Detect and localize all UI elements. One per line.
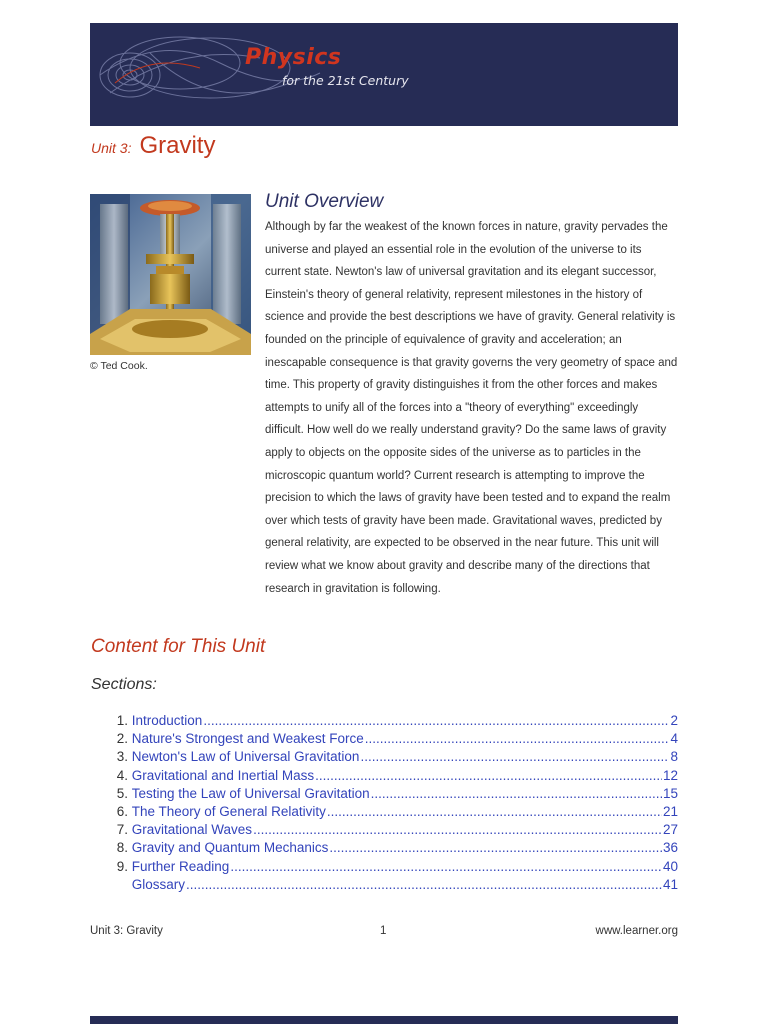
toc-leader	[203, 713, 669, 728]
toc-page[interactable]: 27	[662, 822, 678, 838]
toc-leader	[371, 786, 662, 801]
unit-prefix: Unit 3:	[91, 140, 132, 156]
toc-link[interactable]: Glossary	[131, 876, 186, 892]
toc-item[interactable]	[100, 713, 678, 731]
toc-number: 4.	[116, 767, 128, 783]
apparatus-photo	[90, 194, 251, 355]
toc-page[interactable]: 40	[662, 858, 678, 874]
toc-page[interactable]: 21	[662, 803, 678, 819]
table-of-contents	[100, 713, 678, 895]
toc-page[interactable]: 2	[670, 713, 678, 728]
content-heading: Content for This Unit	[91, 636, 266, 657]
toc-number: 1.	[116, 713, 128, 728]
toc-item[interactable]	[100, 786, 678, 804]
toc-item[interactable]	[100, 804, 678, 822]
toc-item[interactable]	[100, 840, 678, 858]
unit-name: Gravity	[139, 132, 216, 159]
toc-leader	[253, 822, 662, 837]
photo-credit: © Ted Cook.	[90, 360, 148, 372]
toc-link[interactable]: Testing the Law of Universal Gravitation	[131, 785, 370, 801]
toc-number: 6.	[116, 803, 128, 819]
toc-item[interactable]	[100, 731, 678, 749]
toc-item[interactable]	[100, 877, 678, 895]
toc-number: 2.	[116, 731, 128, 747]
toc-item[interactable]	[100, 768, 678, 786]
footer-url[interactable]: www.learner.org	[595, 925, 678, 937]
toc-number: 8.	[116, 840, 128, 856]
toc-page[interactable]: 12	[662, 767, 678, 783]
unit-title	[91, 132, 215, 160]
logo-title: Physics	[245, 45, 342, 70]
overview-heading: Unit Overview	[265, 191, 384, 212]
toc-number: 5.	[116, 785, 128, 801]
toc-page[interactable]: 41	[662, 876, 678, 892]
toc-leader	[315, 768, 662, 783]
sections-heading: Sections:	[91, 676, 157, 693]
header-banner	[90, 23, 678, 126]
toc-leader	[329, 840, 662, 855]
overview-paragraph: Although by far the weakest of the known forces in nature, gravity pervades the universe and played an essential role in the evolution of the universe to its current state. Newton's law of universal gravitation and its elegant successor, Einstein's theory of general relativity, represent milestones in the history of science and provide the best descriptions we have of gravity. General relativity is founded on the principle of equivalence of gravity and acceleration; an inescapable consequence is that gravity governs the very geometry of space and time. This property of gravity distinguishes it from the other forces and makes attempts to unify all of the forces into a "theory of everything" exceedingly difficult. How well do we really understand gravity? Do the same laws of gravity apply to objects on the opposite sides of the universe as to particles in the microscopic quantum world? Current research is attempting to improve the precision to which the laws of gravity have been tested and to expand the realm over which tests of gravity have been made. Gravitational waves, predicted by general relativity, are expected to be observed in the near future. This unit will review what we know about gravity and describe many of the directions that research in gravitation is following.	[265, 221, 678, 595]
logo-subtitle: for the 21st Century	[282, 73, 409, 88]
toc-item[interactable]	[100, 822, 678, 840]
toc-link[interactable]: Gravitational and Inertial Mass	[131, 767, 315, 783]
toc-leader	[186, 877, 662, 892]
toc-item[interactable]	[100, 859, 678, 877]
toc-link[interactable]: Nature's Strongest and Weakest Force	[131, 731, 364, 747]
toc-page[interactable]: 15	[662, 785, 678, 801]
bottom-banner	[90, 1016, 678, 1024]
toc-number: 3.	[116, 749, 128, 765]
footer-page-number: 1	[380, 925, 387, 937]
toc-leader	[327, 804, 662, 819]
toc-link[interactable]: Further Reading	[131, 858, 230, 874]
toc-number: 9.	[116, 858, 128, 874]
toc-link[interactable]: Introduction	[131, 713, 203, 728]
toc-item[interactable]	[100, 749, 678, 767]
toc-page[interactable]: 36	[662, 840, 678, 856]
toc-leader	[360, 749, 669, 764]
toc-leader	[230, 859, 662, 874]
footer-unit: Unit 3: Gravity	[90, 925, 163, 937]
toc-page[interactable]: 4	[670, 731, 678, 747]
toc-link[interactable]: Gravitational Waves	[131, 822, 253, 838]
toc-page[interactable]: 8	[670, 749, 678, 765]
toc-link[interactable]: The Theory of General Relativity	[131, 803, 326, 819]
toc-leader	[365, 731, 670, 746]
toc-link[interactable]: Gravity and Quantum Mechanics	[131, 840, 329, 856]
toc-link[interactable]: Newton's Law of Universal Gravitation	[131, 749, 360, 765]
toc-number: 7.	[116, 822, 128, 838]
